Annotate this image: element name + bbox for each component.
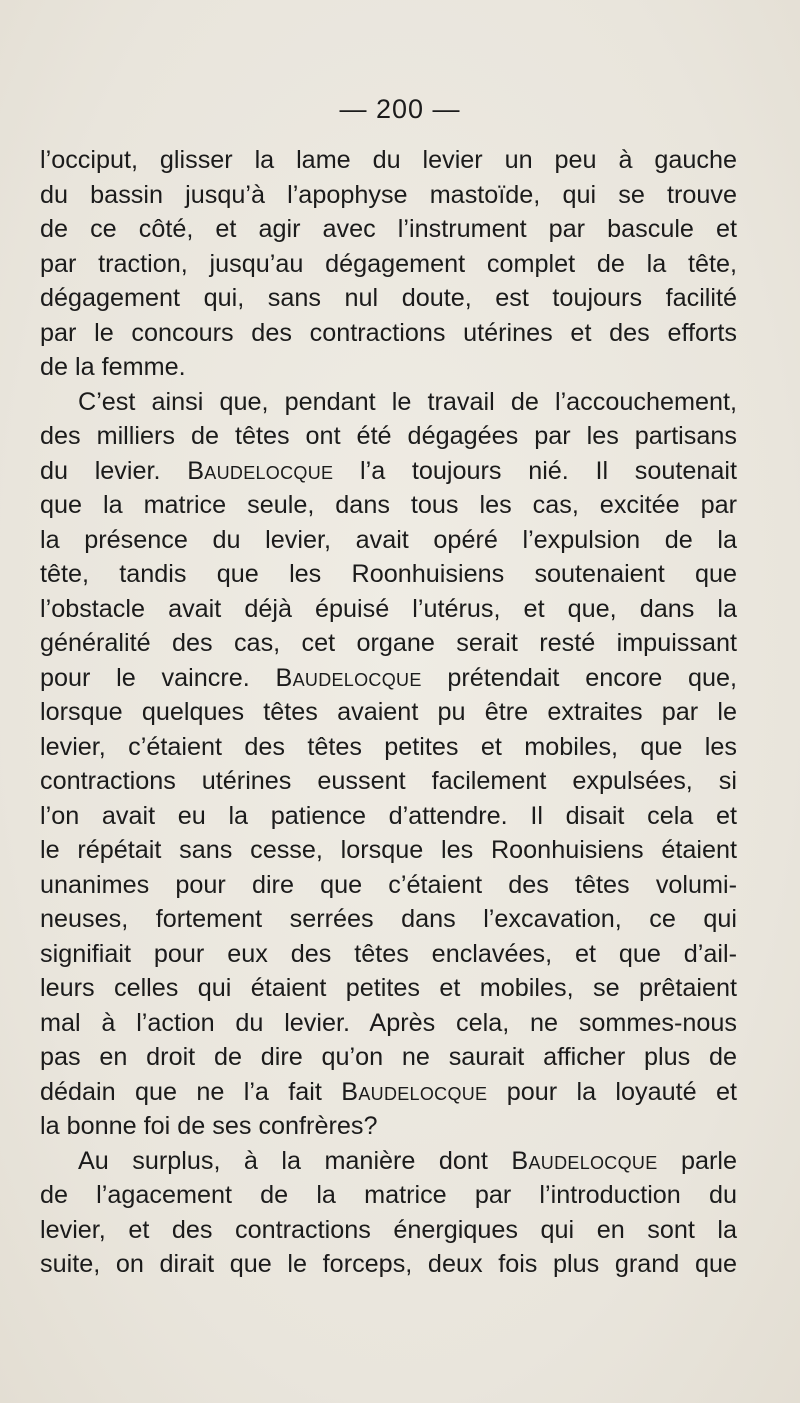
text-line: de ce côté, et agir avec l’instrument par bascule et	[40, 215, 737, 243]
text-line: leurs celles qui étaient petites et mobiles, se prêtaient	[40, 974, 737, 1002]
body-text	[40, 143, 737, 1282]
text-line: tête, tandis que les Roonhuisiens soutenaient que	[40, 560, 737, 588]
text-line: suite, on dirait que le forceps, deux fois plus grand que	[40, 1250, 737, 1278]
text-line: levier, et des contractions énergiques qui en sont la	[40, 1215, 737, 1244]
text-line	[40, 661, 737, 696]
text-fragment: du levier.	[40, 456, 188, 485]
text-fragment: l’a toujours nié. Il soutenait	[333, 456, 737, 485]
text-line: le répétait sans cesse, lorsque les Roonhuisiens étaient	[40, 836, 737, 864]
text-line: par traction, jusqu’au dégagement complet de la tête,	[40, 249, 737, 278]
page-number: — 200 —	[339, 94, 461, 124]
text-line: généralité des cas, cet organe serait resté impuissant	[40, 629, 737, 657]
text-line: unanimes pour dire que c’étaient des têtes volumi-	[40, 870, 737, 899]
text-line: du bassin jusqu’à l’apophyse mastoïde, qui se trouve	[40, 180, 737, 209]
text-fragment: parle	[657, 1146, 737, 1175]
text-line: de la femme.	[40, 353, 186, 381]
text-line: des milliers de têtes ont été dégagées par les partisans	[40, 422, 737, 450]
paragraph-start-line	[40, 1144, 737, 1179]
text-fragment: pour le vaincre.	[40, 663, 276, 692]
text-line: l’on avait eu la patience d’attendre. Il disait cela et	[40, 801, 737, 830]
author-name: Baudelocque	[341, 1077, 488, 1106]
text-fragment: pour la loyauté et	[487, 1077, 738, 1106]
text-line: l’occiput, glisser la lame du levier un peu à gauche	[40, 146, 737, 174]
text-line: la présence du levier, avait opéré l’expulsion de la	[40, 525, 737, 554]
text-line: la bonne foi de ses confrères?	[40, 1112, 378, 1140]
author-name: Baudelocque	[187, 456, 334, 485]
text-fragment: Au surplus, à la manière dont	[78, 1146, 512, 1175]
text-line	[40, 454, 737, 489]
text-line: par le concours des contractions utérines et des efforts	[40, 318, 737, 347]
text-line: de l’agacement de la matrice par l’introduction du	[40, 1181, 737, 1209]
text-line: signifiait pour eux des têtes enclavées, et que d’ail-	[40, 939, 737, 968]
text-line: lorsque quelques têtes avaient pu être extraites par le	[40, 698, 737, 726]
text-line	[40, 1075, 737, 1110]
text-line: que la matrice seule, dans tous les cas, excitée par	[40, 491, 737, 519]
text-line: neuses, fortement serrées dans l’excavation, ce qui	[40, 905, 737, 933]
text-line: contractions utérines eussent facilement expulsées, si	[40, 767, 737, 795]
text-line: levier, c’étaient des têtes petites et mobiles, que les	[40, 732, 737, 761]
text-line: l’obstacle avait déjà épuisé l’utérus, et que, dans la	[40, 594, 737, 623]
text-line: dégagement qui, sans nul doute, est toujours facilité	[40, 284, 737, 312]
text-line: mal à l’action du levier. Après cela, ne sommes-nous	[40, 1008, 737, 1037]
author-name: Baudelocque	[511, 1146, 658, 1175]
text-fragment: dédain que ne l’a fait	[40, 1077, 342, 1106]
text-line: pas en droit de dire qu’on ne saurait afficher plus de	[40, 1043, 737, 1071]
author-name: Baudelocque	[275, 663, 422, 692]
paragraph-start-line: C’est ainsi que, pendant le travail de l’accouchement,	[78, 387, 737, 416]
text-fragment: prétendait encore que,	[421, 663, 737, 692]
